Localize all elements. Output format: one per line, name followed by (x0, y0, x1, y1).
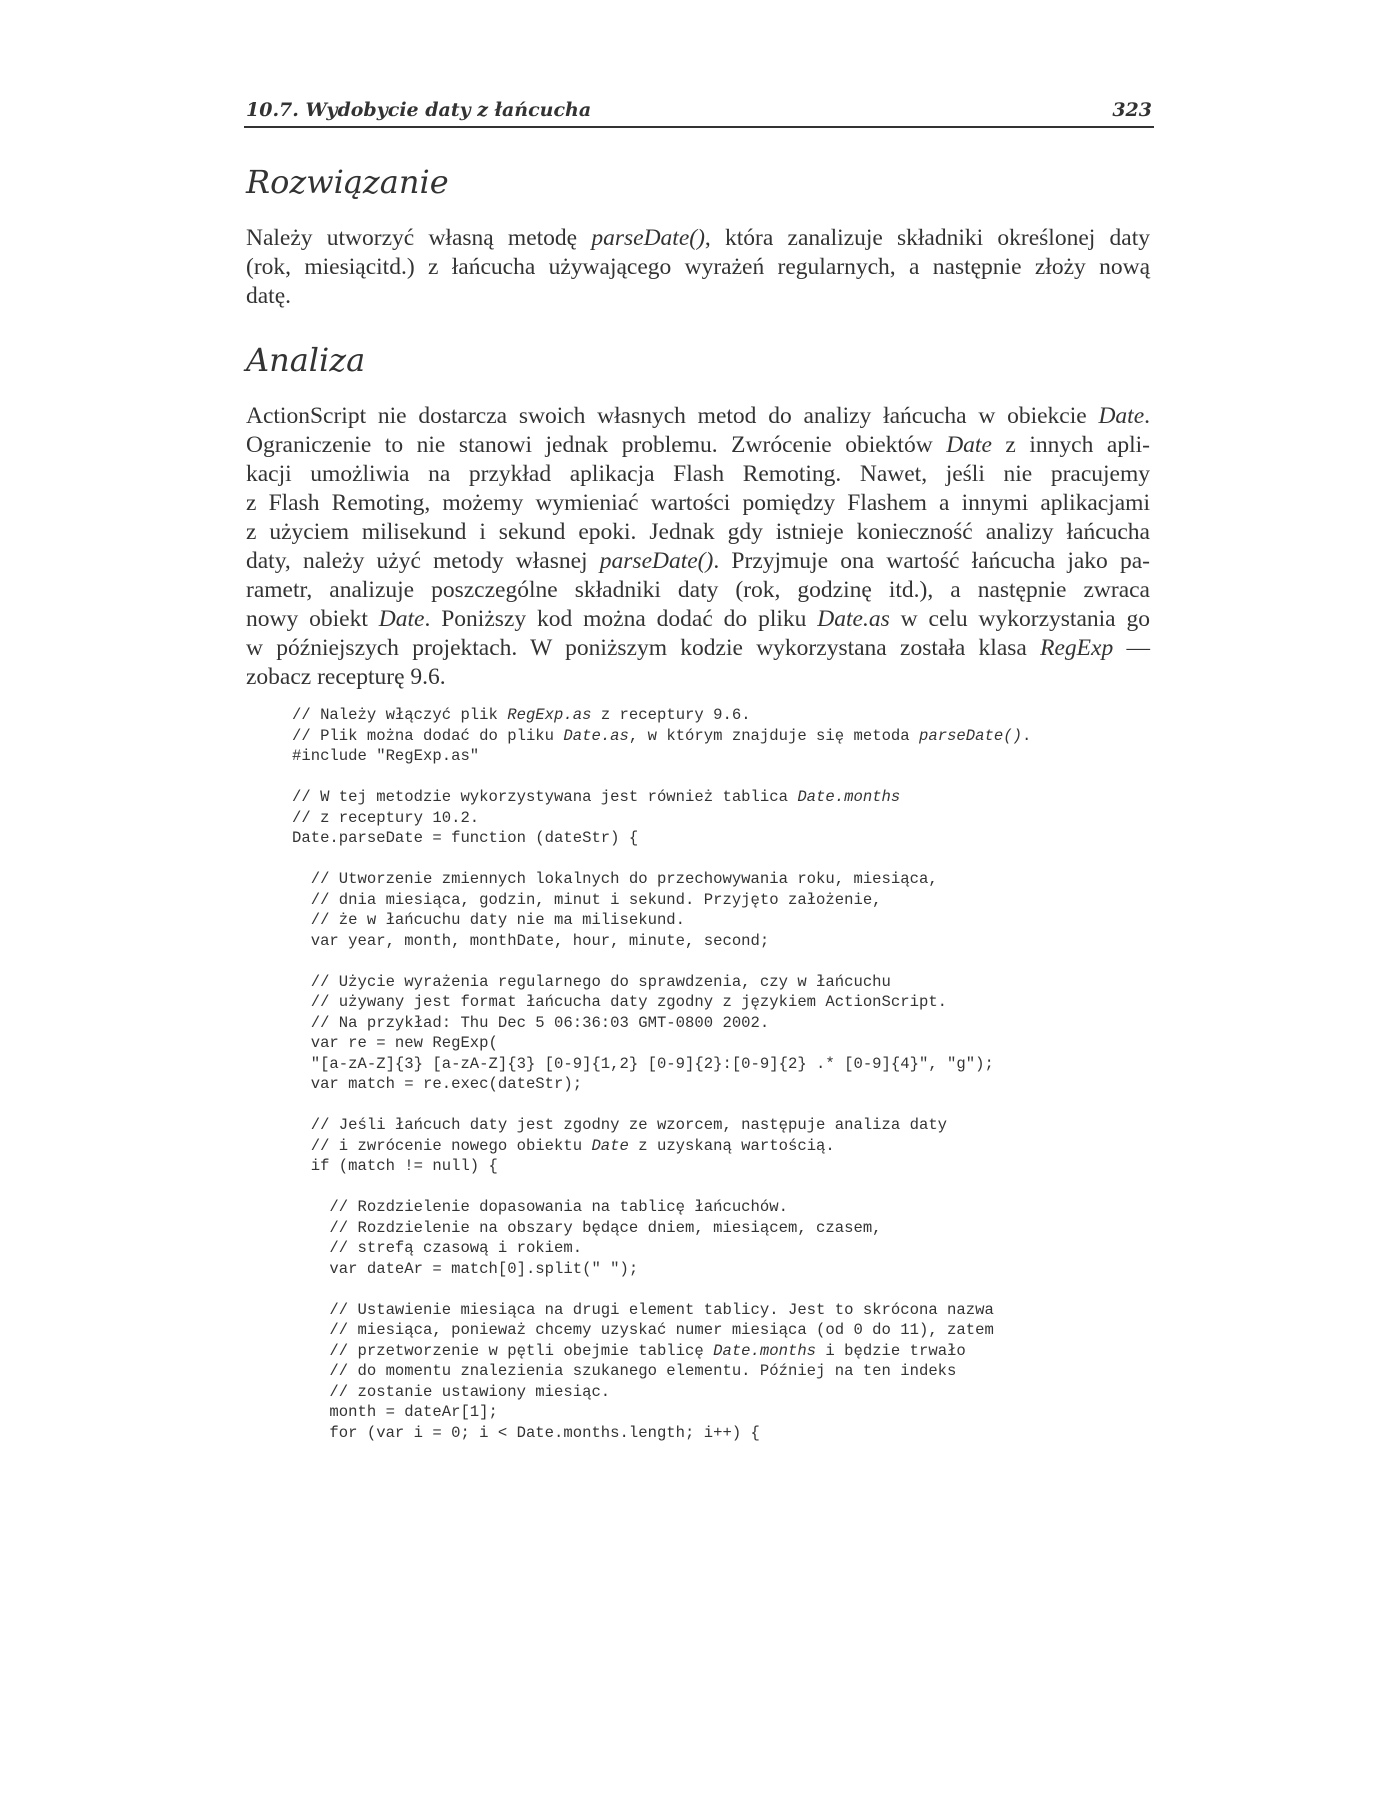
code-line (292, 1382, 1031, 1403)
code-listing (292, 705, 1031, 1443)
code-line (292, 1300, 1031, 1321)
text-segment: "[a-zA-Z]{3} [a-zA-Z]{3} [0-9]{1,2} [0-9]{2}:[0-9]{2} .* [0-9]{4}", "g"); (292, 1054, 994, 1073)
code-line (292, 972, 1031, 993)
text-line (246, 489, 1150, 518)
italic-term: parseDate() (599, 548, 714, 574)
text-line (246, 402, 1150, 431)
text-segment: for (var i = 0; i < Date.months.length; i++) { (292, 1423, 760, 1442)
text-segment: if (match != null) { (292, 1157, 498, 1175)
text-segment: // Na przykład: Thu Dec 5 06:36:03 GMT-0800 2002. (292, 1013, 770, 1032)
text-segment: month = dateAr[1]; (292, 1403, 498, 1421)
text-segment: . Przyjmuje ona wartość łańcucha jako pa- (713, 548, 1151, 574)
code-line (292, 1136, 1031, 1157)
text-segment: // Rozdzielenie na obszary będące dniem, miesiącem, czasem, (292, 1218, 882, 1237)
code-line (292, 705, 1031, 726)
text-segment: Ograniczenie to nie stanowi jednak problemu. Zwrócenie obiektów (246, 432, 947, 458)
text-segment: i będzie trwało (816, 1341, 966, 1360)
code-line (292, 1423, 1031, 1444)
text-segment: z uzyskaną wartością. (628, 1136, 835, 1155)
code-line (292, 828, 1031, 849)
text-segment: z użyciem milisekund i sekund epoki. Jednak gdy istnieje konieczność analizy łańcucha (246, 519, 1150, 545)
code-line (292, 787, 1031, 808)
text-segment: // do momentu znalezienia szukanego elementu. Później na ten indeks (292, 1362, 957, 1380)
text-segment: // Użycie wyrażenia regularnego do sprawdzenia, czy w łańcuchu (292, 972, 891, 991)
text-segment: // z receptury 10.2. (292, 808, 480, 827)
text-segment: Date.parseDate = function (dateStr) { (292, 829, 639, 847)
text-segment: , w którym znajduje się metoda (628, 726, 919, 745)
text-segment: // Należy włączyć plik (292, 706, 508, 724)
code-blank-line (292, 1279, 1031, 1300)
text-line (246, 282, 1150, 311)
italic-term: Date (591, 1136, 629, 1155)
code-line (292, 1361, 1031, 1382)
code-line (292, 1156, 1031, 1177)
italic-term: Date (378, 606, 425, 632)
code-line (292, 1197, 1031, 1218)
solution-paragraph (246, 224, 1150, 311)
text-segment: var match = re.exec(dateStr); (292, 1075, 583, 1093)
text-segment: . (1021, 726, 1032, 745)
text-segment: , która zanalizuje składniki określonej daty (704, 225, 1150, 251)
text-line (246, 224, 1150, 253)
code-line (292, 992, 1031, 1013)
text-segment: . Poniższy kod można dodać do pliku (424, 606, 818, 632)
text-segment: // Jeśli łańcuch daty jest zgodny ze wzorcem, następuje analiza daty (292, 1116, 948, 1134)
italic-term: Date (1098, 403, 1145, 429)
code-line (292, 931, 1031, 952)
text-segment: Należy utworzyć własną metodę (246, 225, 592, 251)
text-line (246, 431, 1150, 460)
code-line (292, 1033, 1031, 1054)
text-segment: rametr, analizuje poszczególne składniki daty (rok, godzinę itd.), a następnie zwraca (246, 577, 1150, 603)
text-segment: zobacz recepturę 9.6. (246, 664, 446, 690)
section-title: 10.7. Wydobycie daty z łańcucha (246, 99, 592, 121)
italic-term: Date (946, 432, 992, 458)
text-segment: // że w łańcuchu daty nie ma milisekund. (292, 911, 686, 929)
text-segment: . (1144, 403, 1150, 429)
text-segment: // Rozdzielenie dopasowania na tablicę łańcuchów. (292, 1198, 788, 1216)
italic-term: Date.months (797, 788, 901, 806)
text-line (246, 518, 1150, 547)
text-segment: #include "RegExp.as" (292, 747, 480, 765)
text-segment: — (1113, 635, 1150, 661)
text-segment: // miesiąca, ponieważ chcemy uzyskać numer miesiąca (od 0 do 11), zatem (292, 1321, 994, 1339)
text-segment: daty, należy użyć metody własnej (246, 548, 600, 574)
text-line (246, 253, 1150, 282)
code-line (292, 1238, 1031, 1259)
code-line (292, 890, 1031, 911)
text-segment: z Flash Remoting, możemy wymieniać wartości pomiędzy Flashem a innymi aplikacjami (246, 490, 1150, 516)
text-segment: // strefą czasową i rokiem. (292, 1239, 583, 1257)
text-line (246, 663, 1150, 692)
text-segment: // Ustawienie miesiąca na drugi element tablicy. Jest to skrócona nazwa (292, 1300, 994, 1319)
running-header (244, 98, 1154, 128)
code-line (292, 1218, 1031, 1239)
text-segment: w celu wykorzystania go (889, 606, 1150, 632)
code-line (292, 808, 1031, 829)
italic-term: parseDate() (591, 225, 705, 251)
text-segment: (rok, miesiącitd.) z łańcucha używającego wyrażeń regularnych, a następnie złoży nową (246, 254, 1150, 280)
text-segment: w późniejszych projektach. W poniższym kodzie wykorzystana została klasa (246, 635, 1041, 661)
text-segment: nowy obiekt (246, 606, 379, 632)
text-line (246, 634, 1150, 663)
analysis-heading: Analiza (246, 341, 366, 379)
code-line (292, 1074, 1031, 1095)
page-number: 323 (1112, 99, 1152, 121)
text-segment: z innych apli- (991, 432, 1150, 458)
italic-term: RegExp (1040, 635, 1114, 661)
text-segment: datę. (246, 283, 292, 309)
italic-term: parseDate() (919, 726, 1022, 745)
code-line (292, 1259, 1031, 1280)
code-blank-line (292, 1095, 1031, 1116)
code-line (292, 1054, 1031, 1075)
analysis-paragraph (246, 402, 1150, 692)
code-line (292, 1320, 1031, 1341)
code-line (292, 1341, 1031, 1362)
code-line (292, 1402, 1031, 1423)
text-segment: // Plik można dodać do pliku (292, 726, 564, 745)
text-segment: // Utworzenie zmiennych lokalnych do przechowywania roku, miesiąca, (292, 870, 938, 888)
code-blank-line (292, 951, 1031, 972)
text-segment: // używany jest format łańcucha daty zgodny z językiem ActionScript. (292, 993, 948, 1011)
italic-term: RegExp.as (507, 706, 592, 724)
code-line (292, 1013, 1031, 1034)
italic-term: Date.as (563, 726, 629, 745)
text-segment: // i zwrócenie nowego obiektu (292, 1136, 592, 1155)
text-line (246, 576, 1150, 605)
text-line (246, 547, 1150, 576)
code-blank-line (292, 767, 1031, 788)
text-segment: var dateAr = match[0].split(" "); (292, 1259, 639, 1278)
italic-term: Date.months (713, 1341, 817, 1360)
code-line (292, 869, 1031, 890)
text-segment: // przetworzenie w pętli obejmie tablicę (292, 1341, 714, 1360)
code-line (292, 1115, 1031, 1136)
text-segment: var year, month, monthDate, hour, minute, second; (292, 931, 770, 950)
solution-heading: Rozwiązanie (246, 163, 449, 201)
text-segment: var re = new RegExp( (292, 1034, 498, 1052)
text-segment: // dnia miesiąca, godzin, minut i sekund. Przyjęto założenie, (292, 890, 882, 909)
text-segment: // W tej metodzie wykorzystywana jest również tablica (292, 788, 798, 806)
code-blank-line (292, 849, 1031, 870)
text-line (246, 460, 1150, 489)
code-line (292, 746, 1031, 767)
text-segment: ActionScript nie dostarcza swoich własnych metod do analizy łańcucha w obiekcie (246, 403, 1099, 429)
code-blank-line (292, 1177, 1031, 1198)
text-segment: kacji umożliwia na przykład aplikacja Flash Remoting. Nawet, jeśli nie pracujemy (246, 461, 1150, 487)
italic-term: Date.as (817, 606, 890, 632)
text-segment: z receptury 9.6. (591, 706, 751, 724)
text-line (246, 605, 1150, 634)
text-segment: // zostanie ustawiony miesiąc. (292, 1382, 611, 1401)
code-line (292, 910, 1031, 931)
code-line (292, 726, 1031, 747)
